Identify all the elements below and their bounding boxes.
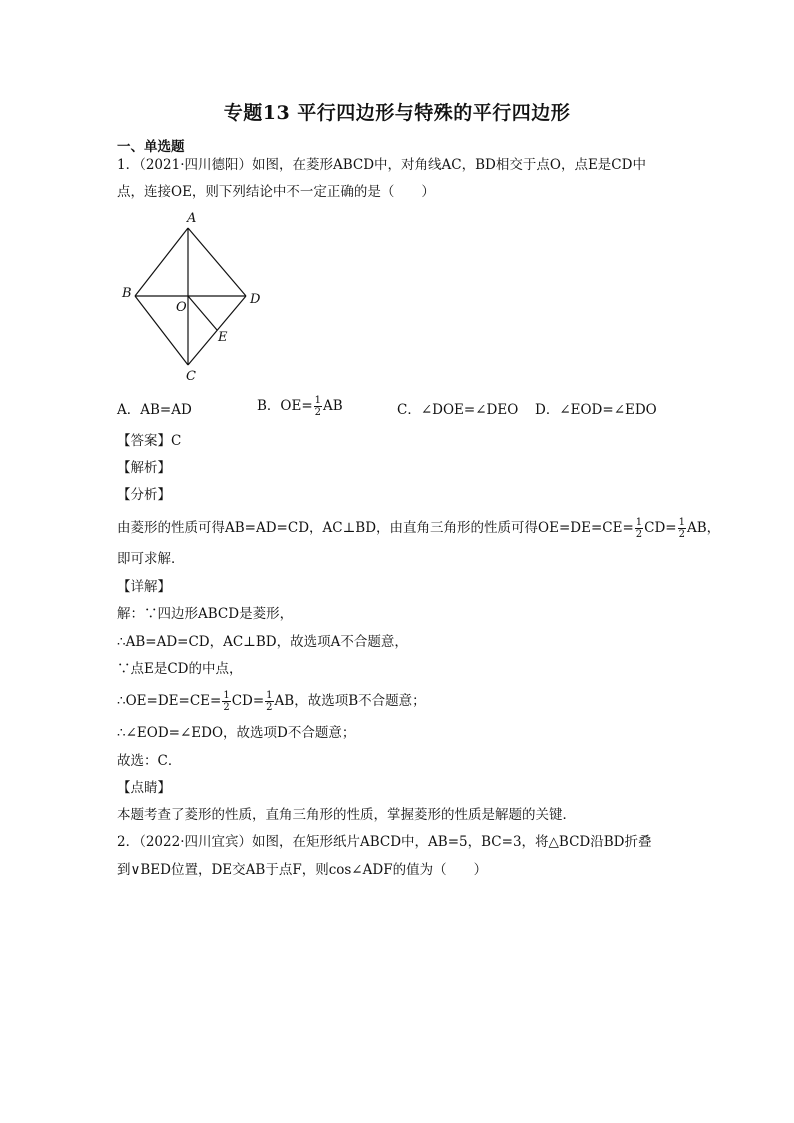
segment-oe	[188, 296, 217, 330]
rhombus-figure	[110, 205, 270, 385]
label-a: A	[187, 211, 197, 226]
label-o: O	[176, 300, 187, 315]
fraction-half: $\frac{1}{2}$	[314, 395, 322, 418]
dianjing-label: 【点睛】	[117, 780, 171, 796]
edge-ab	[135, 228, 188, 296]
detail-line-5: ∴∠EOD=∠EDO，故选项D不合题意；	[117, 725, 356, 741]
q1-option-d: D．∠EOD=∠EDO	[535, 402, 657, 418]
detail-line-6: 故选：C．	[117, 753, 182, 769]
page-title: 专题13 平行四边形与特殊的平行四边形	[223, 102, 571, 124]
q1-option-b	[257, 394, 343, 418]
detail-line-3: ∵点E是CD的中点，	[117, 661, 243, 677]
edge-ad	[188, 228, 246, 296]
q1-option-b-prefix: B．OE=	[257, 398, 313, 414]
detail-line-4: ∴OE=DE=CE= $\frac{1}{2}$ CD= $\frac{1}{2}$ AB，故选项B不合题意；	[117, 690, 426, 713]
q1-option-b-suffix: AB	[323, 398, 343, 414]
label-c: C	[186, 369, 196, 384]
q1-stem-line-2: 点，连接OE，则下列结论中不一定正确的是（ ）	[117, 184, 435, 200]
q1-stem-line-1: 1．（2021·四川德阳）如图，在菱形ABCD中，对角线AC，BD相交于点O，点E是CD中	[117, 157, 646, 173]
fraction-half: $\frac{1}{2}$	[223, 690, 230, 713]
label-e: E	[218, 330, 228, 345]
fraction-half: $\frac{1}{2}$	[635, 517, 643, 540]
xiangjie-label: 【详解】	[117, 579, 171, 595]
label-b: B	[122, 286, 132, 301]
q2-stem-line-2: 到∨BED位置，DE交AB于点F，则cos∠ADF的值为（ ）	[117, 862, 488, 878]
detail-line-1: 解：∵四边形ABCD是菱形，	[117, 606, 294, 622]
q2-stem-line-1: 2．（2022·四川宜宾）如图，在矩形纸片ABCD中，AB=5，BC=3，将△BCD沿BD折叠	[117, 834, 652, 850]
section-heading: 一、单选题	[117, 139, 185, 155]
answer-label: 【答案】C	[117, 433, 182, 449]
label-d: D	[250, 292, 261, 307]
jiexi-label: 【解析】	[117, 460, 171, 476]
q1-option-c: C．∠DOE=∠DEO	[397, 402, 519, 418]
q1-option-a: A．AB=AD	[117, 402, 192, 418]
analysis-line-1: 由菱形的性质可得AB=AD=CD，AC⊥BD，由直角三角形的性质可得OE=DE=CE= $\frac{1}{2}$ CD= $\frac{1}{2}$ AB，	[117, 517, 721, 540]
fraction-half: $\frac{1}{2}$	[266, 690, 273, 713]
analysis-line-2: 即可求解．	[117, 551, 185, 567]
fenxi-label: 【分析】	[117, 487, 171, 503]
detail-line-2: ∴AB=AD=CD，AC⊥BD，故选项A不合题意，	[117, 634, 408, 650]
fraction-half: $\frac{1}{2}$	[678, 517, 685, 540]
comment-line: 本题考查了菱形的性质，直角三角形的性质，掌握菱形的性质是解题的关键．	[117, 807, 576, 823]
